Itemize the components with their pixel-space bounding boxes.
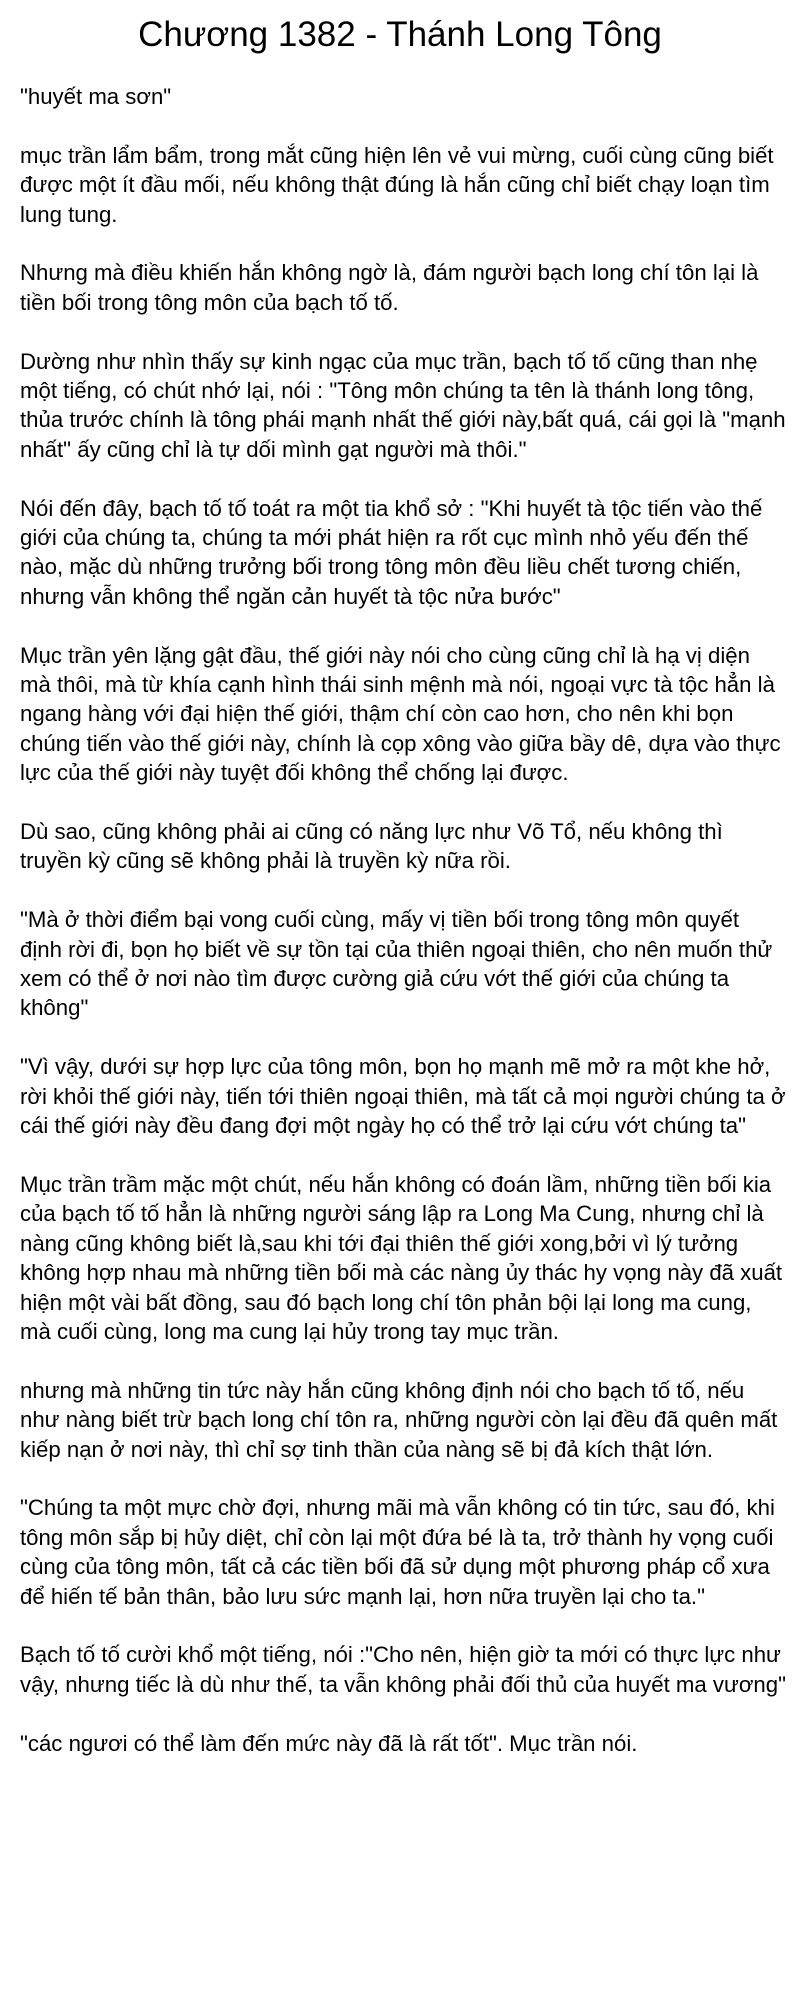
paragraph: Nói đến đây, bạch tố tố toát ra một tia khổ sở : "Khi huyết tà tộc tiến vào thế giới của chúng ta, chúng ta mới phát hiện ra rốt cục mình nhỏ yếu đến thế nào, mặc dù những trưởng bối trong tông môn đều liều chết tương chiến, nhưng vẫn không thể ngăn cản huyết tà tộc nửa bước" — [20, 495, 763, 609]
paragraph: "các ngươi có thể làm đến mức này đã là rất tốt". Mục trần nói. — [20, 1730, 638, 1756]
paragraph: "huyết ma sơn" — [20, 84, 172, 109]
paragraph: "Mà ở thời điểm bại vong cuối cùng, mấy vị tiền bối trong tông môn quyết định rời đi, bọn họ biết về sự tồn tại của thiên ngoại thiên, cho nên muốn thử xem có thể ở nơi nào tìm được cường giả cứu vớt thế giới của chúng ta không" — [20, 907, 773, 1021]
paragraph: "Vì vậy, dưới sự hợp lực của tông môn, bọn họ mạnh mẽ mở ra một khe hở, rời khỏi thế giới này, tiến tới thiên ngoại thiên, mà tất cả mọi người chúng ta ở cái thế giới này đều đang đợi một ngày họ có thể trở lại cứu vớt chúng ta" — [20, 1054, 786, 1139]
paragraph: Nhưng mà điều khiến hắn không ngờ là, đám người bạch long chí tôn lại là tiền bối trong tông môn của bạch tố tố. — [20, 260, 759, 315]
chapter-body — [20, 82, 786, 1787]
paragraph: Bạch tố tố cười khổ một tiếng, nói :"Cho nên, hiện giờ ta mới có thực lực như vậy, nhưng tiếc là dù như thế, ta vẫn không phải đối thủ của huyết ma vương" — [20, 1642, 786, 1697]
paragraph: Dù sao, cũng không phải ai cũng có năng lực như Võ Tổ, nếu không thì truyền kỳ cũng sẽ không phải là truyền kỳ nữa rồi. — [20, 819, 723, 874]
paragraph: "Chúng ta một mực chờ đợi, nhưng mãi mà vẫn không có tin tức, sau đó, khi tông môn sắp bị hủy diệt, chỉ còn lại một đứa bé là ta, trở thành hy vọng cuối cùng của tông môn, tất cả các tiền bối đã sử dụng một phương pháp cổ xưa để hiến tế bản thân, bảo lưu sức mạnh lại, hơn nữa truyền lại cho ta." — [20, 1495, 775, 1609]
paragraph: mục trần lẩm bẩm, trong mắt cũng hiện lên vẻ vui mừng, cuối cùng cũng biết được một ít đầu mối, nếu không thật đúng là hắn cũng chỉ biết chạy loạn tìm lung tung. — [20, 142, 774, 227]
chapter-title: Chương 1382 - Thánh Long Tông — [138, 15, 662, 54]
paragraph: Mục trần trầm mặc một chút, nếu hắn không có đoán lầm, những tiền bối kia của bạch tố tố hẳn là những người sáng lập ra Long Ma Cung, nhưng chỉ là nàng cũng không biết là,sau khi tới đại thiên thế giới xong,bởi vì lý tưởng không hợp nhau mà những tiền bối mà các nàng ủy thác hy vọng này đã xuất hiện một vài bất đồng, sau đó bạch long chí tôn phản bội lại long ma cung, mà cuối cùng, long ma cung lại hủy trong tay mục trần. — [20, 1171, 783, 1344]
paragraph: Dường như nhìn thấy sự kinh ngạc của mục trần, bạch tố tố cũng than nhẹ một tiếng, có chút nhớ lại, nói : "Tông môn chúng ta tên là thánh long tông, thủa trước chính là tông phái mạnh nhất thế giới này,bất quá, cái gọi là "mạnh nhất" ấy cũng chỉ là tự dối mình gạt người mà thôi." — [20, 348, 786, 462]
paragraph: Mục trần yên lặng gật đầu, thế giới này nói cho cùng cũng chỉ là hạ vị diện mà thôi, mà từ khía cạnh hình thái sinh mệnh mà nói, ngoại vực tà tộc hẳn là ngang hàng với đại hiện thế giới, thậm chí còn cao hơn, cho nên khi bọn chúng tiến vào thế giới này, chính là cọp xông vào giữa bầy dê, dựa vào thực lực của thế giới này tuyệt đối không thể chống lại được. — [20, 642, 781, 786]
paragraph: nhưng mà những tin tức này hắn cũng không định nói cho bạch tố tố, nếu như nàng biết trừ bạch long chí tôn ra, những người còn lại đều đã quên mất kiếp nạn ở nơi này, thì chỉ sợ tinh thần của nàng sẽ bị đả kích thật lớn. — [20, 1377, 778, 1462]
